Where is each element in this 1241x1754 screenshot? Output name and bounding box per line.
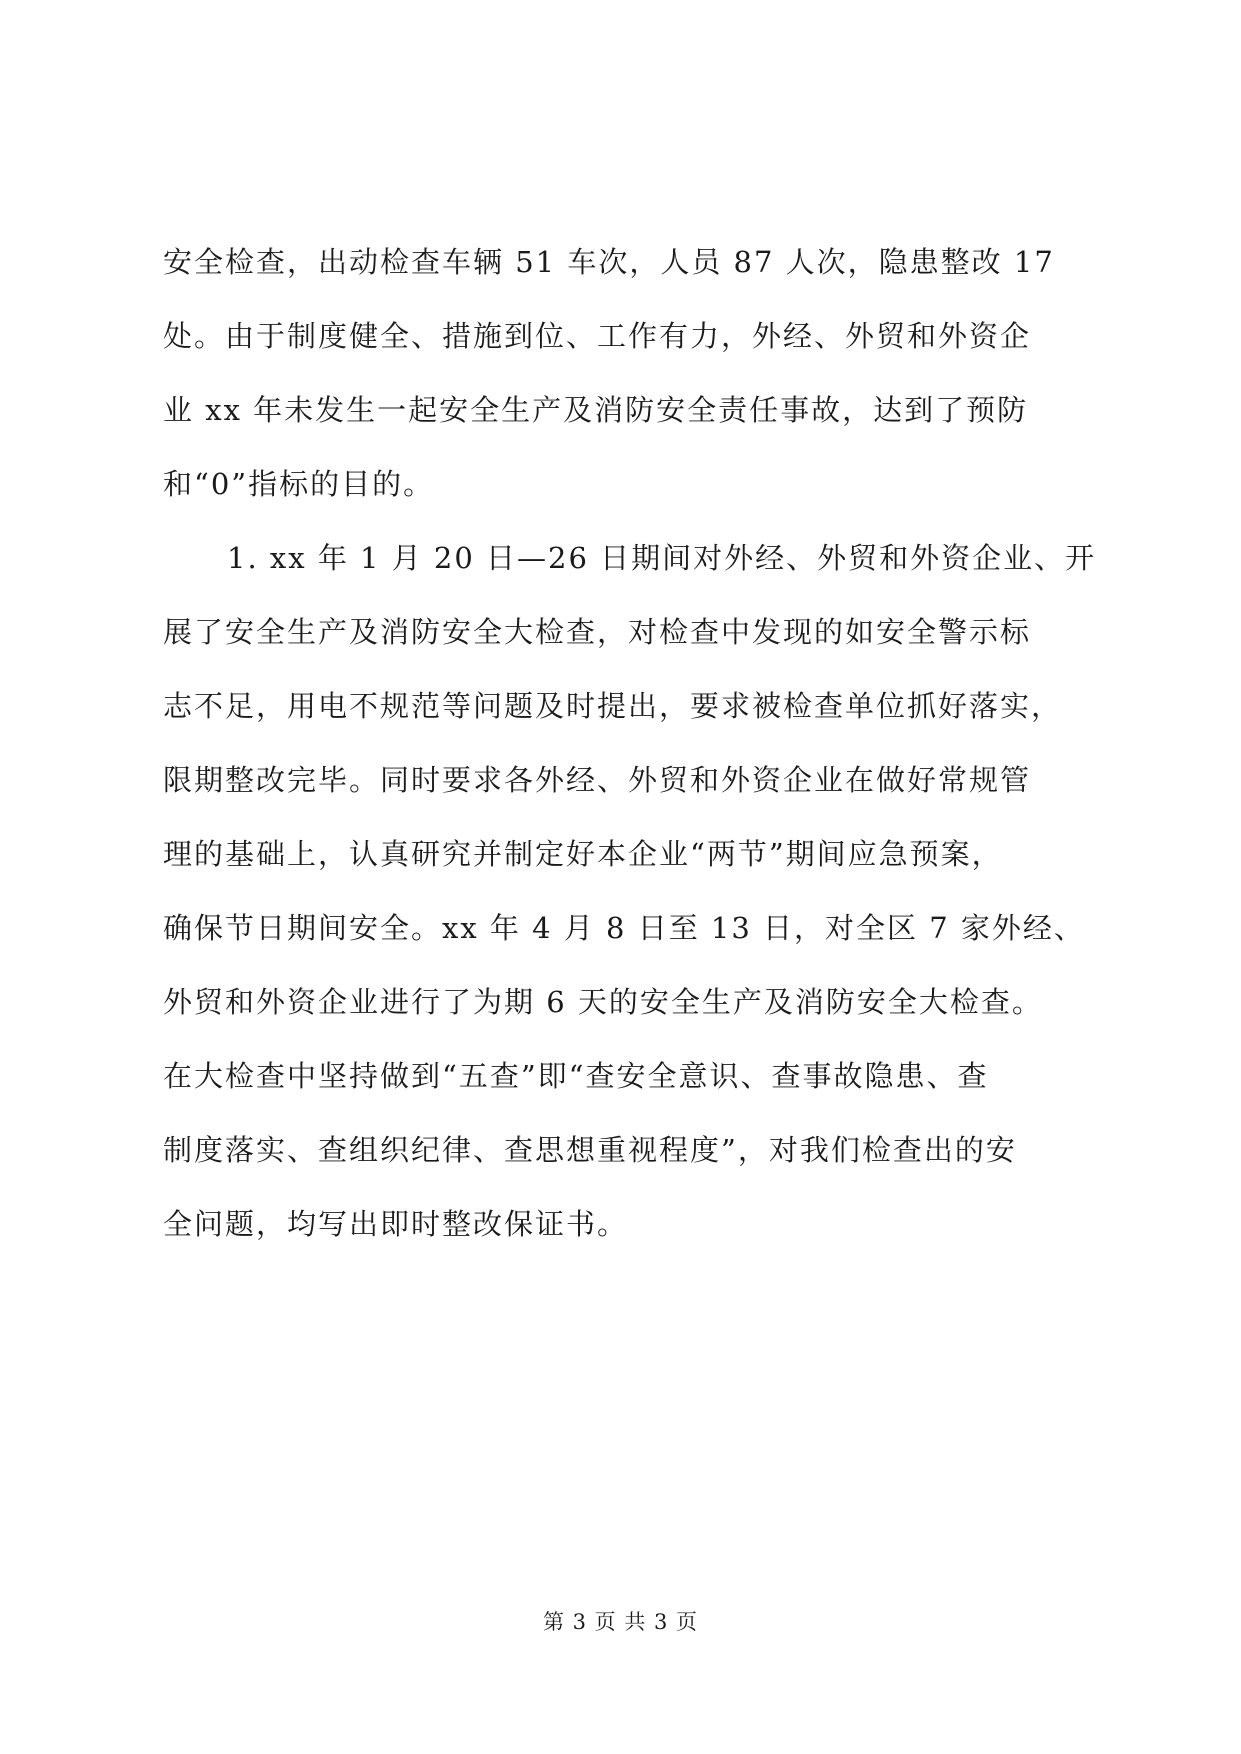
text-line: 和“0”指标的目的。 bbox=[163, 467, 435, 501]
text-line: 限期整改完毕。同时要求各外经、外贸和外资企业在做好常规管 bbox=[163, 763, 1032, 797]
paragraph-2 bbox=[163, 521, 1097, 1261]
page-footer: 第 3 页 共 3 页 bbox=[542, 1610, 699, 1634]
text-line: 在大检查中坚持做到“五查”即“查安全意识、查事故隐患、查 bbox=[163, 1059, 989, 1093]
text-line: 外贸和外资企业进行了为期 6 天的安全生产及消防安全大检查。 bbox=[163, 985, 1043, 1019]
paragraph-1 bbox=[163, 225, 1083, 521]
text-line: 理的基础上，认真研究并制定好本企业“两节”期间应急预案， bbox=[163, 837, 1003, 871]
text-line: 处。由于制度健全、措施到位、工作有力，外经、外贸和外资企 bbox=[163, 319, 1032, 353]
text-line: 1. xx 年 1 月 20 日—26 日期间对外经、外贸和外资企业、开 bbox=[227, 541, 1097, 575]
text-line: 安全检查，出动检查车辆 51 车次，人员 87 人次，隐患整改 17 bbox=[163, 245, 1055, 279]
text-line: 志不足，用电不规范等问题及时提出，要求被检查单位抓好落实， bbox=[163, 689, 1063, 723]
text-line: 展了安全生产及消防安全大检查，对检查中发现的如安全警示标 bbox=[163, 615, 1032, 649]
text-line: 业 xx 年未发生一起安全生产及消防安全责任事故，达到了预防 bbox=[163, 393, 1029, 427]
document-body bbox=[163, 225, 1097, 1261]
text-line: 确保节日期间安全。xx 年 4 月 8 日至 13 日，对全区 7 家外经、 bbox=[163, 911, 1085, 945]
text-line: 制度落实、查组织纪律、查思想重视程度”，对我们检查出的安 bbox=[163, 1133, 1017, 1167]
text-line: 全问题，均写出即时整改保证书。 bbox=[163, 1207, 629, 1241]
